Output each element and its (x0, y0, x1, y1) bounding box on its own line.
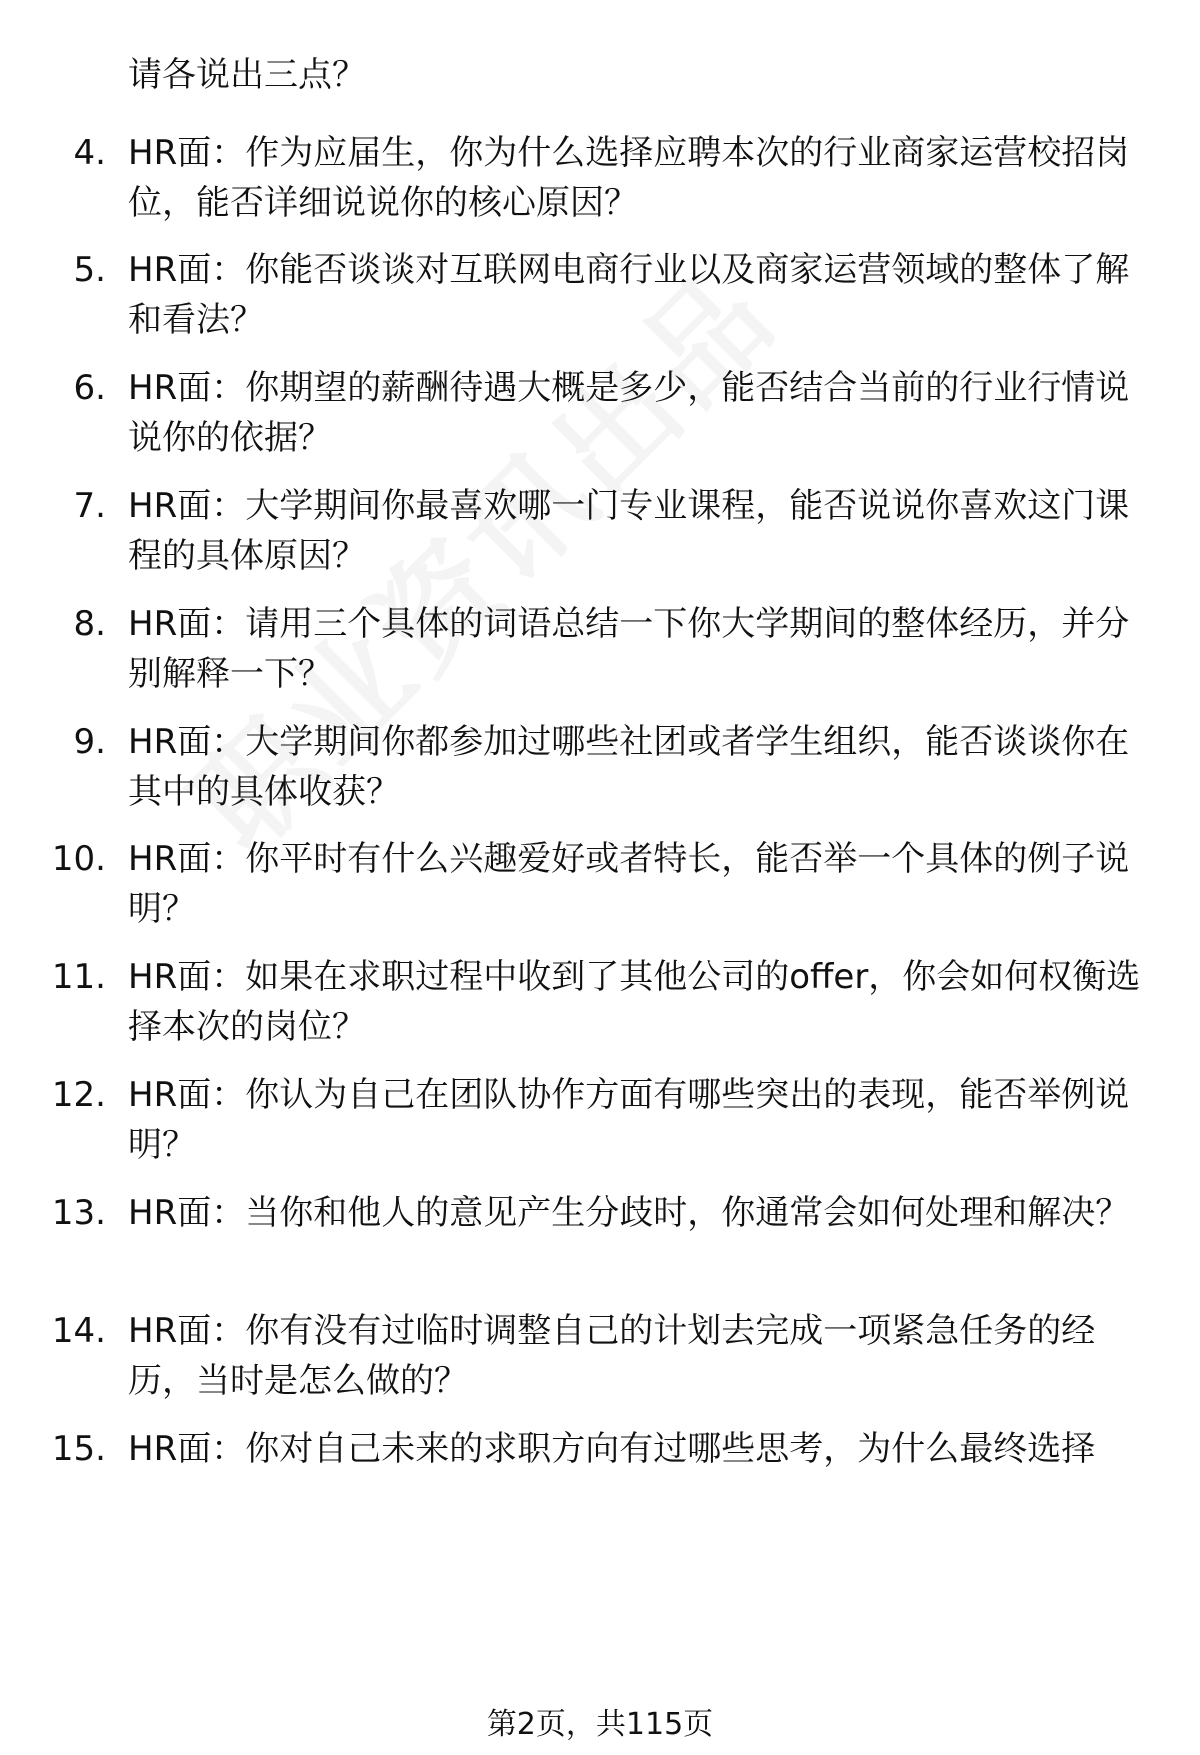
question-text: HR面：你能否谈谈对互联网电商行业以及商家运营领域的整体了解和看法？ (128, 250, 1130, 340)
question-number: 15. (51, 1429, 106, 1469)
question-number: 7. (73, 486, 106, 526)
question-number: 12. (51, 1075, 106, 1115)
question-number: 5. (73, 250, 106, 290)
question-text: HR面：如果在求职过程中收到了其他公司的offer，你会如何权衡选择本次的岗位？ (128, 957, 1141, 1047)
continuation-text: 请各说出三点？ (128, 55, 366, 95)
question-text: HR面：当你和他人的意见产生分歧时，你通常会如何处理和解决？ (128, 1193, 1130, 1233)
question-number: 8. (73, 604, 106, 644)
question-text: HR面：你平时有什么兴趣爱好或者特长，能否举一个具体的例子说明？ (128, 839, 1130, 929)
question-text: HR面：大学期间你最喜欢哪一门专业课程，能否说说你喜欢这门课程的具体原因？ (128, 486, 1130, 576)
question-text: HR面：作为应届生，你为什么选择应聘本次的行业商家运营校招岗位，能否详细说说你的核心原因？ (128, 133, 1130, 223)
question-text: HR面：请用三个具体的词语总结一下你大学期间的整体经历，并分别解释一下？ (128, 604, 1130, 694)
question-number: 10. (51, 839, 106, 879)
question-number: 14. (51, 1311, 106, 1351)
question-number: 11. (51, 957, 106, 997)
question-text: HR面：你期望的薪酬待遇大概是多少，能否结合当前的行业行情说说你的依据？ (128, 368, 1130, 458)
question-number: 4. (73, 133, 106, 173)
question-number: 13. (51, 1193, 106, 1233)
question-text: HR面：你对自己未来的求职方向有过哪些思考，为什么最终选择 (128, 1429, 1096, 1469)
question-number: 9. (73, 722, 106, 762)
question-text: HR面：大学期间你都参加过哪些社团或者学生组织，能否谈谈你在其中的具体收获？ (128, 722, 1130, 812)
question-number: 6. (73, 368, 106, 408)
question-text: HR面：你认为自己在团队协作方面有哪些突出的表现，能否举例说明？ (128, 1075, 1130, 1165)
page-footer: 第2页，共115页 (486, 1707, 714, 1742)
question-text: HR面：你有没有过临时调整自己的计划去完成一项紧急任务的经历，当时是怎么做的？ (128, 1311, 1096, 1401)
